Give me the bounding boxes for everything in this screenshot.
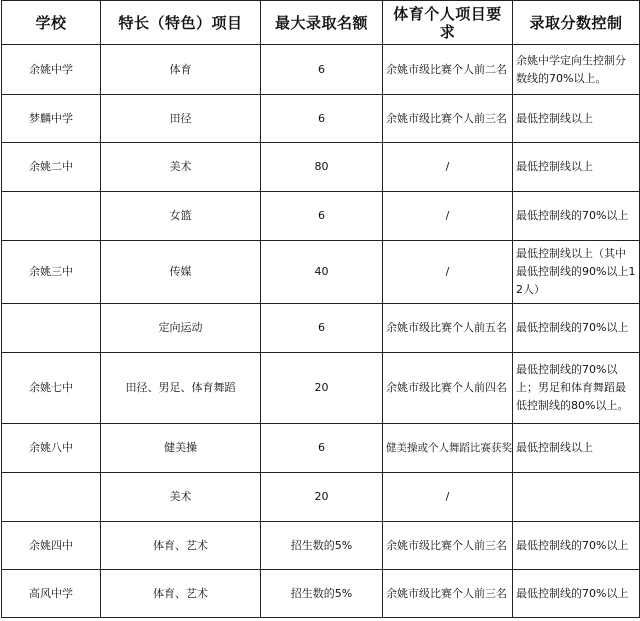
project-cell: 体育、艺术 — [101, 570, 261, 618]
project-cell: 田径、男足、体育舞蹈 — [101, 353, 261, 424]
project-cell: 女篮 — [101, 192, 261, 241]
table-row — [2, 353, 640, 424]
quota-cell: 招生数的5% — [261, 570, 383, 618]
school-cell: 余姚二中 — [2, 143, 101, 192]
requirement-cell: 余姚市级比赛个人前五名 — [383, 304, 513, 353]
requirement-cell: / — [383, 473, 513, 522]
score-cell: 最低控制线以上 — [513, 143, 640, 192]
quota-cell: 6 — [261, 304, 383, 353]
table-row — [2, 522, 640, 570]
table-row — [2, 304, 640, 353]
school-cell: 余姚七中 — [2, 353, 101, 424]
quota-cell: 6 — [261, 45, 383, 95]
requirement-cell: 余姚市级比赛个人前三名 — [383, 570, 513, 618]
table-row — [2, 241, 640, 304]
project-cell: 体育 — [101, 45, 261, 95]
table-row — [2, 192, 640, 241]
header-row — [2, 1, 640, 45]
requirement-cell: / — [383, 192, 513, 241]
project-cell: 田径 — [101, 95, 261, 143]
school-cell — [2, 304, 101, 353]
requirement-cell: 余姚市级比赛个人前二名 — [383, 45, 513, 95]
quota-cell: 6 — [261, 424, 383, 473]
quota-cell: 20 — [261, 353, 383, 424]
requirement-cell: / — [383, 143, 513, 192]
score-cell: 最低控制线的70%以上 — [513, 522, 640, 570]
score-cell: 最低控制线以上 — [513, 95, 640, 143]
project-cell: 定向运动 — [101, 304, 261, 353]
score-cell — [513, 473, 640, 522]
school-cell — [2, 473, 101, 522]
requirement-cell: / — [383, 241, 513, 304]
requirement-cell: 余姚市级比赛个人前三名 — [383, 522, 513, 570]
project-cell: 美术 — [101, 143, 261, 192]
score-cell: 最低控制线的70%以上 — [513, 192, 640, 241]
quota-cell: 6 — [261, 192, 383, 241]
table-row — [2, 45, 640, 95]
score-cell: 余姚中学定向生控制分数线的70%以上。 — [513, 45, 640, 95]
score-cell: 最低控制线的70%以上 — [513, 304, 640, 353]
requirement-cell: 健美操或个人舞蹈比赛获奖 — [383, 424, 513, 473]
score-cell: 最低控制线以上 — [513, 424, 640, 473]
project-cell: 传媒 — [101, 241, 261, 304]
score-cell: 最低控制线以上（其中最低控制线的90%以上12人） — [513, 241, 640, 304]
quota-cell: 招生数的5% — [261, 522, 383, 570]
project-cell: 美术 — [101, 473, 261, 522]
header-score: 录取分数控制 — [513, 1, 640, 45]
table-row — [2, 570, 640, 618]
table-row — [2, 143, 640, 192]
table-row — [2, 95, 640, 143]
header-quota: 最大录取名额 — [261, 1, 383, 45]
admission-table — [1, 0, 640, 618]
school-cell: 余姚四中 — [2, 522, 101, 570]
requirement-cell: 余姚市级比赛个人前四名 — [383, 353, 513, 424]
quota-cell: 40 — [261, 241, 383, 304]
quota-cell: 80 — [261, 143, 383, 192]
school-cell — [2, 192, 101, 241]
project-cell: 体育、艺术 — [101, 522, 261, 570]
score-cell: 最低控制线的70%以上；男足和体育舞蹈最低控制线的80%以上。 — [513, 353, 640, 424]
requirement-cell: 余姚市级比赛个人前三名 — [383, 95, 513, 143]
project-cell: 健美操 — [101, 424, 261, 473]
school-cell: 梦麟中学 — [2, 95, 101, 143]
table-row — [2, 424, 640, 473]
score-cell: 最低控制线的70%以上 — [513, 570, 640, 618]
header-requirement: 体育个人项目要求 — [383, 1, 513, 45]
school-cell: 余姚八中 — [2, 424, 101, 473]
quota-cell: 20 — [261, 473, 383, 522]
school-cell: 高风中学 — [2, 570, 101, 618]
school-cell: 余姚三中 — [2, 241, 101, 304]
school-cell: 余姚中学 — [2, 45, 101, 95]
header-project: 特长（特色）项目 — [101, 1, 261, 45]
table-row — [2, 473, 640, 522]
header-school: 学校 — [2, 1, 101, 45]
quota-cell: 6 — [261, 95, 383, 143]
